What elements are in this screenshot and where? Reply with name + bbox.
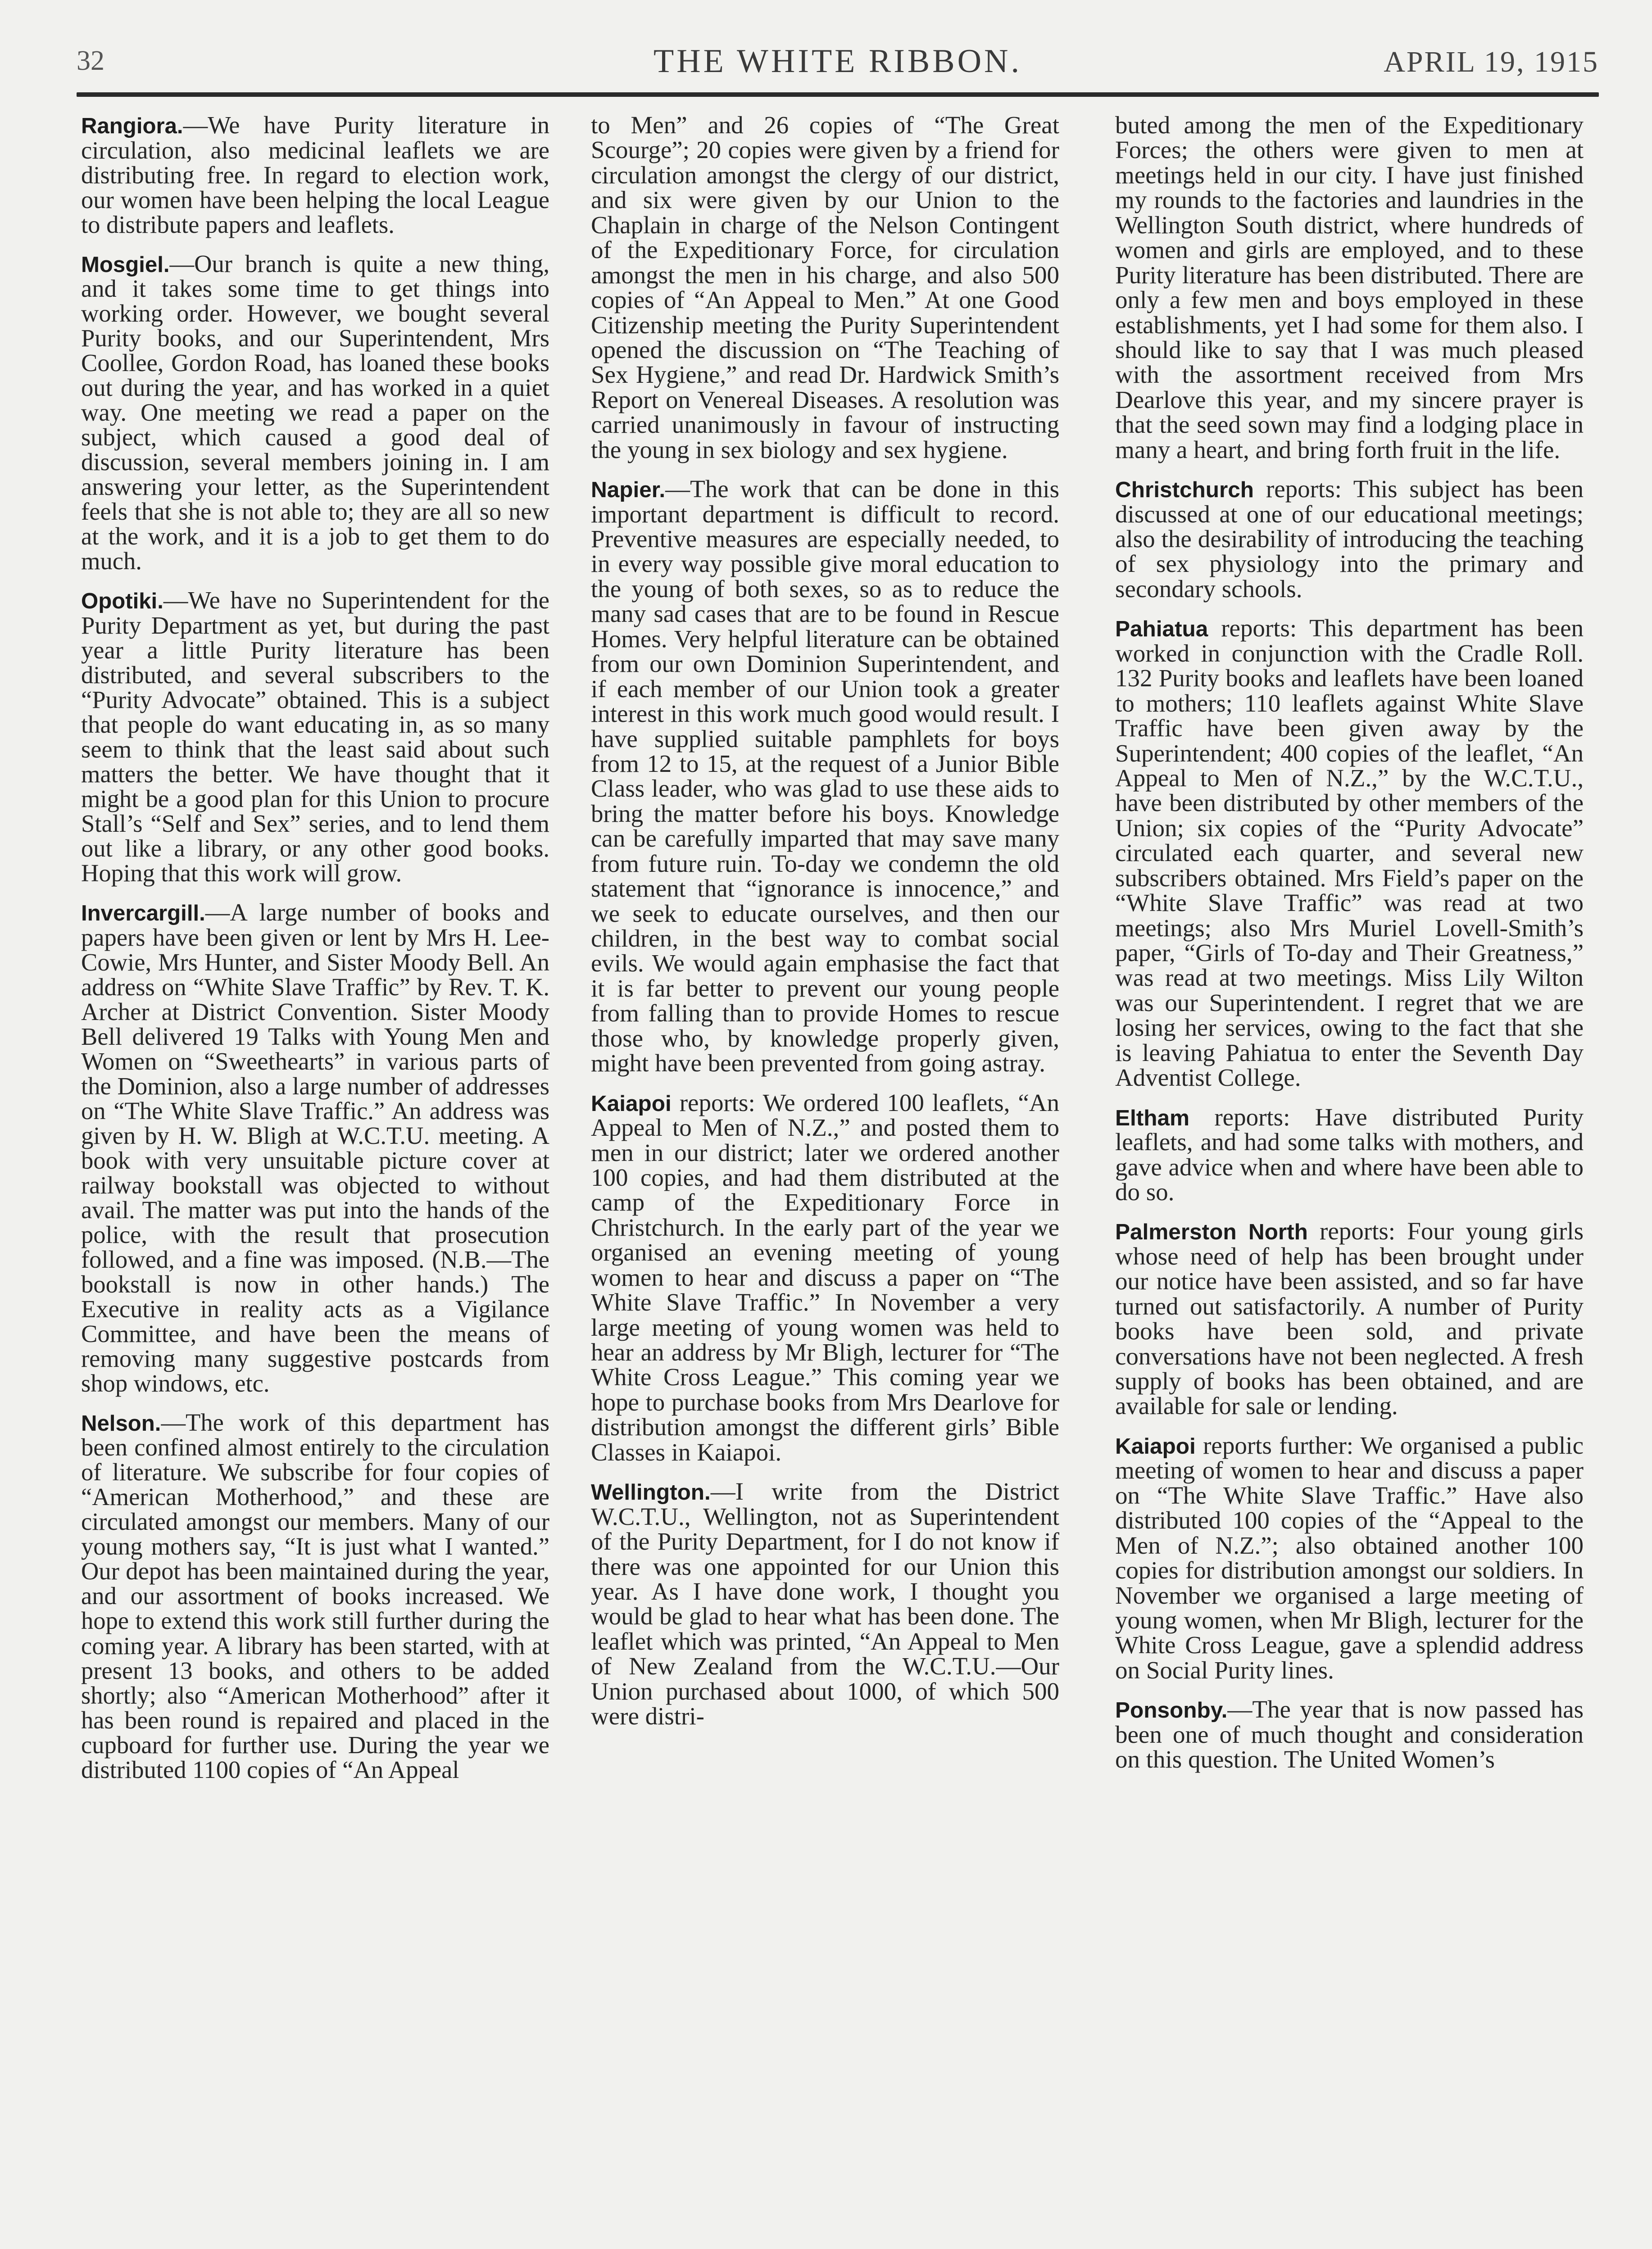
- report-heading: Ponsonby.: [1115, 1698, 1228, 1723]
- report-heading: Wellington.: [591, 1480, 711, 1505]
- report-text: to Men” and 26 copies of “The Great Scourge”; 20 copies were given by a friend for circulation amongst the clergy of our district, and six were given by our Union to the Chaplain in charge of the Nelson Contingent of the Expeditionary Force, for circulation amongst the men in his charge, and also 500 copies of “An Appeal to Men.” At one Good Citizenship meeting the Purity Superintendent opened the discussion on “The Teaching of Sex Hygiene,” and read Dr. Hardwick Smith’s Report on Venereal Diseases. A resolution was carried unanimously in favour of instructing the young in sex biology and sex hygiene.: [591, 113, 1059, 463]
- report-text: —I write from the District W.C.T.U., Wellington, not as Superintendent of the Purity Department, for I do not know if there was one appointed for our Union this year. As I have done work, I thought you would be glad to hear what has been done. The leaflet which was printed, “An Appeal to Men of New Zealand from the W.C.T.U.—Our Union purchased about 1000, of which 500 were distri-: [591, 1478, 1059, 1730]
- issue-date: APRIL 19, 1915: [1384, 45, 1599, 78]
- report-text: —The work of this department has been confined almost entirely to the circulation of literature. We subscribe for four copies of “American Motherhood,” and these are circulated amongst our members. Many of our young mothers say, “It is just what I wanted.” Our depot has been maintained during the year, and our assortment of books increased. We hope to extend this work still further during the coming year. A library has been started, with at present 13 books, and others to be added shortly; also “American Motherhood” after it has been round is repaired and placed in the cupboard for further use. During the year we distributed 1100 copies of “An Appeal: [81, 1408, 549, 1783]
- report-text: reports: This subject has been discussed at one of our educational meetings; also the desirability of introducing the teaching of sex physiology into the primary and secondary schools.: [1115, 475, 1584, 603]
- report-heading: Eltham: [1115, 1105, 1190, 1130]
- report-palmerston-north: [1115, 1219, 1584, 1419]
- report-pahiatua: [1115, 616, 1584, 1090]
- report-text: —Our branch is quite a new thing, and it takes some time to get things into working order. However, we bought several Purity books, and our Superintendent, Mrs Coollee, Gordon Road, has loaned these books out during the year, and has worked in a quiet way. One meeting we read a paper on the subject, which caused a good deal of discussion, several members joining in. I am answering your letter, as the Superintendent feels that she is not able to; they are all so new at the work, and it is a job to get them to do much.: [81, 249, 549, 575]
- report-kaiapoi: [591, 1090, 1059, 1465]
- report-invercargill: [81, 900, 549, 1396]
- report-text: —The year that is now passed has been one of much thought and consideration on this question. The United Women’s: [1115, 1696, 1584, 1773]
- text-column-3: [1115, 113, 1584, 2229]
- report-heading: Kaiapoi: [1115, 1433, 1196, 1459]
- report-heading: Mosgiel.: [81, 252, 170, 277]
- report-text: reports: This department has been worked in conjunction with the Cradle Roll. 132 Purity books and leaflets have been loaned to mothers; 110 leaflets against White Slave Traffic have been given away by the Superintendent; 400 copies of the leaflet, “An Appeal to Men of N.Z.,” by the W.C.T.U., have been distributed by other members of the Union; six copies of the “Purity Advocate” circulated each quarter, and several new subscribers obtained. Mrs Field’s paper on the “White Slave Traffic” was read at two meetings; also Mrs Muriel Lovell-Smith’s paper, “Girls of To-day and Their Greatness,” was read at two meetings. Miss Lily Wilton was our Superintendent. I regret that we are losing her services, owing to the fact that she is leaving Pahiatua to enter the Seventh Day Adventist College.: [1115, 614, 1584, 1092]
- report-eltham: [1115, 1105, 1584, 1205]
- text-column-1: [81, 113, 549, 2229]
- report-heading: Kaiapoi: [591, 1091, 672, 1116]
- report-christchurch: [1115, 476, 1584, 601]
- header-rule: [77, 92, 1599, 97]
- report-rangiora: [81, 113, 549, 237]
- report-opotiki: [81, 588, 549, 885]
- report-kaiapoi-further: [1115, 1433, 1584, 1682]
- report-heading: Nelson.: [81, 1411, 161, 1436]
- report-text: —A large number of books and papers have been given or lent by Mrs H. Lee-Cowie, Mrs Hunter, and Sister Moody Bell. An address on “White Slave Traffic” by Rev. T. K. Archer at District Convention. Sister Moody Bell delivered 19 Talks with Young Men and Women on “Sweethearts” in various parts of the Dominion, also a large number of addresses on “The White Slave Traffic.” An address was given by H. W. Bligh at W.C.T.U. meeting. A book with very unsuitable picture cover at railway bookstall was objected to without avail. The matter was put into the hands of the police, with the result that prosecution followed, and a fine was imposed. (N.B.—The bookstall is now in other hands.) The Executive in reality acts as a Vigilance Committee, and have been the means of removing many suggestive postcards from shop windows, etc.: [81, 898, 549, 1397]
- report-heading: Invercargill.: [81, 901, 205, 926]
- report-text: reports: Have distributed Purity leaflets, and had some talks with mothers, and gave advice when and where have been able to do so.: [1115, 1103, 1584, 1206]
- report-ponsonby: [1115, 1697, 1584, 1772]
- report-heading: Palmerston North: [1115, 1220, 1308, 1245]
- page-header: [77, 36, 1599, 95]
- report-text: reports: Four young girls whose need of help has been brought under our notice have been assisted, and so far have turned out satisfactorily. A number of Purity books have been sold, and private conversations have not been neglected. A fresh supply of books has been obtained, and are available for sale or lending.: [1115, 1217, 1584, 1420]
- report-wellington: [591, 1479, 1059, 1728]
- report-text: —We have no Superintendent for the Purity Department as yet, but during the past year a little Purity literature has been distributed, and several subscribers to the “Purity Advocate” obtained. This is a subject that people do want educating in, as so many seem to think that the least said about such matters the better. We have thought that it might be a good plan for this Union to procure Stall’s “Self and Sex” series, and to lend them out like a library, or any other good books. Hoping that this work will grow.: [81, 586, 549, 887]
- report-wellington-continued: [1115, 113, 1584, 462]
- report-text: reports further: We organised a public meeting of women to hear and discuss a paper on “The White Slave Traffic.” Have also distributed 100 copies of the “Appeal to the Men of N.Z.”; also obtained another 100 copies for distribution amongst our soldiers. In November we organised a large meeting of young women, when Mr Bligh, lecturer for the White Cross League, gave a splendid address on Social Purity lines.: [1115, 1431, 1584, 1684]
- report-mosgiel: [81, 251, 549, 574]
- report-heading: Pahiatua: [1115, 617, 1208, 642]
- report-nelson: [81, 1410, 549, 1782]
- report-heading: Opotiki.: [81, 589, 163, 614]
- page-number: 32: [77, 45, 104, 76]
- report-nelson-continued: [591, 113, 1059, 462]
- report-heading: Napier.: [591, 477, 666, 503]
- report-heading: Christchurch: [1115, 477, 1254, 503]
- report-text: —We have Purity literature in circulation, also medicinal leaflets we are distributing free. In regard to election work, our women have been helping the local League to distribute papers and leaflets.: [81, 113, 549, 238]
- report-text: reports: We ordered 100 leaflets, “An Appeal to Men of N.Z.,” and posted them to men in our district; later we ordered another 100 copies, and had them distributed at the camp of the Expeditionary Force in Christchurch. In the early part of the year we organised an evening meeting of young women to hear and discuss a paper on “The White Slave Traffic.” In November a very large meeting of young women was held to hear an address by Mr Bligh, lecturer for “The White Cross League.” This coming year we hope to purchase books from Mrs Dearlove for distribution amongst the different girls’ Bible Classes in Kaiapoi.: [591, 1088, 1059, 1466]
- report-text: buted among the men of the Expeditionary Forces; the others were given to men at meetings held in our city. I have just finished my rounds to the factories and laundries in the Wellington South district, where hundreds of women and girls are employed, and to these Purity literature has been distributed. There are only a few men and boys employed in these establishments, yet I had some for them also. I should like to say that I was much pleased with the assortment received from Mrs Dearlove this year, and my sincere prayer is that the seed sown may find a lodging place in many a heart, and bring forth fruit in the life.: [1115, 113, 1584, 463]
- publication-title: THE WHITE RIBBON.: [654, 43, 1022, 80]
- text-column-2: [591, 113, 1059, 2229]
- report-text: —The work that can be done in this important department is difficult to record. Preventive measures are especially needed, to in every way possible give moral education to the young of both sexes, so as to reduce the many sad cases that are to be found in Rescue Homes. Very helpful literature can be obtained from our own Dominion Superintendent, and if each member of our Union took a greater interest in this work much good would result. I have supplied suitable pamphlets for boys from 12 to 15, at the request of a Junior Bible Class leader, who was glad to use these aids to bring the matter before his boys. Knowledge can be carefully imparted that may save many from future ruin. To-day we condemn the old statement that “ignorance is innocence,” and we seek to educate ourselves, and then our children, in the best way to combat social evils. We would again emphasise the fact that it is far better to prevent our young people from falling than to provide Homes to rescue those who, by knowledge properly given, might have been prevented from going astray.: [591, 475, 1059, 1077]
- report-napier: [591, 476, 1059, 1076]
- report-heading: Rangiora.: [81, 114, 183, 138]
